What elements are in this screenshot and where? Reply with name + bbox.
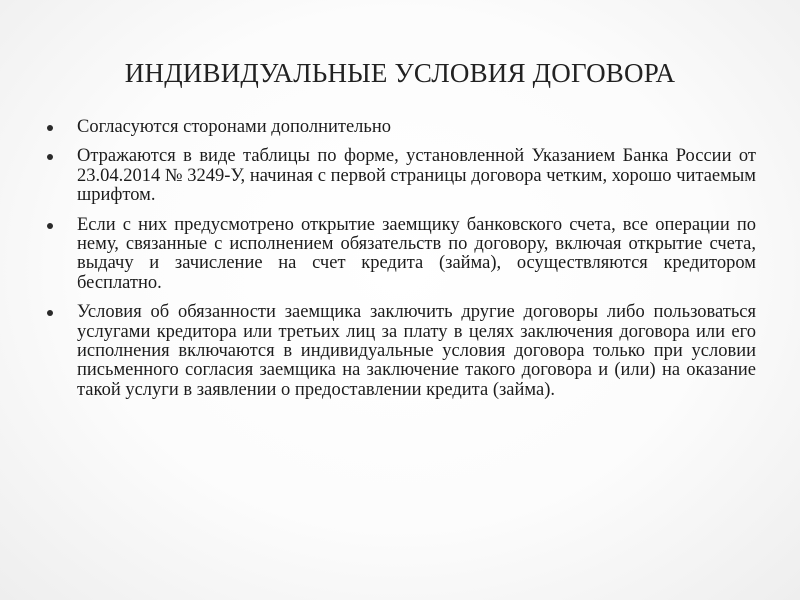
bullet-text: Отражаются в виде таблицы по форме, установленной Указанием Банка России от 23.04.2014 № 3249-У, начиная с первой страницы договора четким, хорошо читаемым шрифтом. xyxy=(77,146,756,206)
list-item xyxy=(44,118,756,137)
list-item xyxy=(44,216,756,294)
bullet-text: Согласуются сторонами дополнительно xyxy=(77,117,391,137)
bullet-text: Если с них предусмотрено открытие заемщику банковского счета, все операции по нему, связанные с исполнением обязательств по договору, включая открытие счета, выдачу и зачисление на счет кредита (займа), осуществляются кредитором бесплатно. xyxy=(77,214,756,293)
list-item xyxy=(44,147,756,205)
bullet-dot-icon xyxy=(47,154,53,160)
bullet-dot-icon xyxy=(47,310,53,316)
slide-title: ИНДИВИДУАЛЬНЫЕ УСЛОВИЯ ДОГОВОРА xyxy=(124,58,676,88)
bullet-dot-icon xyxy=(47,125,53,131)
bullet-list xyxy=(44,118,756,410)
list-item xyxy=(44,303,756,400)
bullet-dot-icon xyxy=(47,223,53,229)
bullet-text: Условия об обязанности заемщика заключить другие договоры либо пользоваться услугами кредитора или третьих лиц за плату в целях заключения договора или его исполнения включаются в индивидуальные условия договора только при условии письменного согласия заемщика на заключение такого договора и (или) на оказание такой услуги в заявлении о предоставлении кредита (займа). xyxy=(77,302,756,400)
